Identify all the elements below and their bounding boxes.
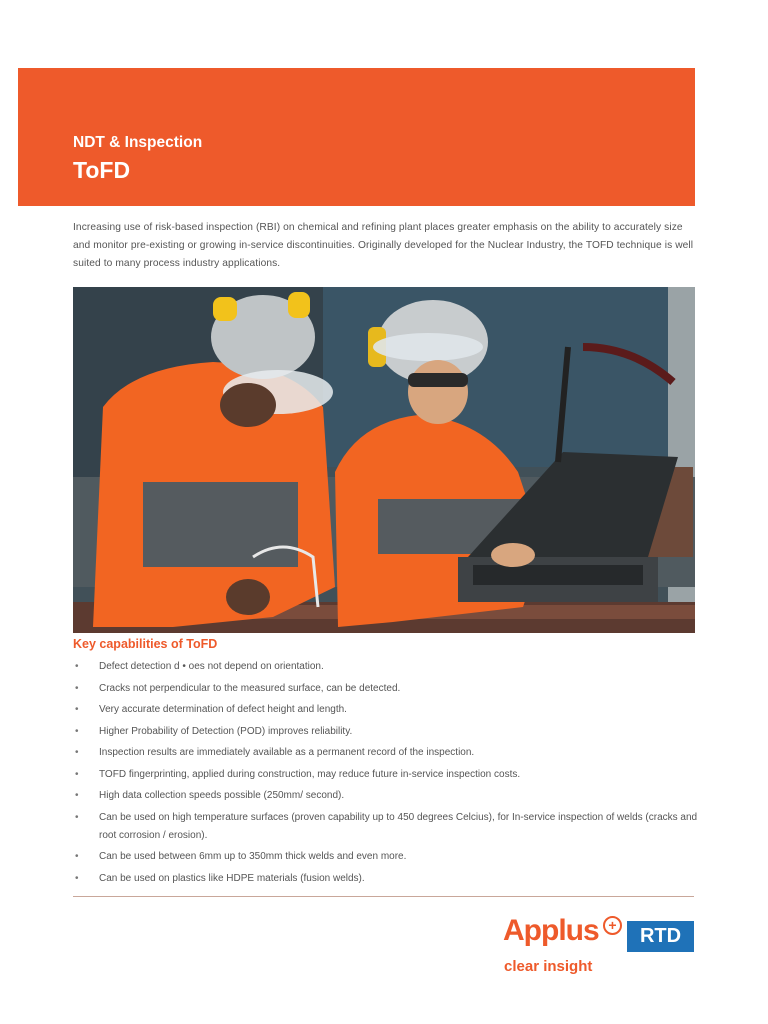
logo-wordmark: Applus bbox=[503, 914, 599, 947]
plus-icon: + bbox=[603, 916, 622, 935]
footer-divider bbox=[73, 896, 694, 897]
intro-paragraph: Increasing use of risk-based inspection (RBI) on chemical and refining plant places greater emphasis on the ability to accurately size and monitor pre-existing or growing in-service discontinuities. Originally developed for the Nuclear Industry, the TOFD technique is well suited to many process industry applications. bbox=[73, 222, 694, 269]
bullet-marker: • bbox=[75, 790, 79, 801]
logo-tagline: clear insight bbox=[504, 958, 593, 975]
list-item-text: High data collection speeds possible (250mm/ second). bbox=[99, 790, 345, 801]
applus-rtd-logo bbox=[503, 912, 698, 982]
capabilities-list bbox=[73, 658, 698, 891]
list-item bbox=[73, 787, 698, 805]
list-item-text: Very accurate determination of defect height and length. bbox=[99, 704, 347, 715]
bullet-marker: • bbox=[75, 811, 79, 823]
list-item-text: Can be used between 6mm up to 350mm thick welds and even more. bbox=[99, 851, 407, 862]
page-title: ToFD bbox=[73, 157, 131, 183]
list-item-text: Higher Probability of Detection (POD) improves reliability. bbox=[99, 725, 353, 737]
list-item-text: Cracks not perpendicular to the measured surface, can be detected. bbox=[99, 682, 401, 694]
capabilities-heading: Key capabilities of ToFD bbox=[73, 637, 218, 651]
rtd-badge: RTD bbox=[627, 921, 694, 952]
bullet-marker: • bbox=[75, 768, 79, 780]
list-item-text: Can be used on high temperature surfaces (proven capability up to 450 degrees Celcius), for In-service inspection of welds (cracks and root corrosion / erosion). bbox=[99, 811, 698, 841]
list-item bbox=[73, 723, 698, 741]
list-item bbox=[73, 680, 698, 698]
bullet-marker: • bbox=[75, 682, 79, 694]
list-item-text: TOFD fingerprinting, applied during construction, may reduce future in-service inspection costs. bbox=[99, 768, 521, 780]
list-item-text: Inspection results are immediately available as a permanent record of the inspection. bbox=[99, 747, 475, 758]
list-item-text: Defect detection d • oes not depend on orientation. bbox=[99, 661, 324, 672]
bullet-marker: • bbox=[75, 851, 79, 862]
list-item bbox=[73, 766, 698, 784]
bullet-marker: • bbox=[75, 747, 79, 758]
list-item-text: Can be used on plastics like HDPE materials (fusion welds). bbox=[99, 872, 365, 884]
header-band bbox=[18, 68, 695, 206]
list-item bbox=[73, 870, 698, 888]
bullet-marker: • bbox=[75, 872, 79, 884]
list-item bbox=[73, 848, 698, 866]
bullet-marker: • bbox=[75, 725, 79, 737]
inspection-photo bbox=[73, 287, 695, 633]
bullet-marker: • bbox=[75, 661, 79, 672]
list-item bbox=[73, 701, 698, 719]
list-item bbox=[73, 744, 698, 762]
list-item bbox=[73, 658, 698, 676]
header-subtitle: NDT & Inspection bbox=[73, 134, 203, 151]
bullet-marker: • bbox=[75, 704, 79, 715]
list-item bbox=[73, 809, 698, 845]
